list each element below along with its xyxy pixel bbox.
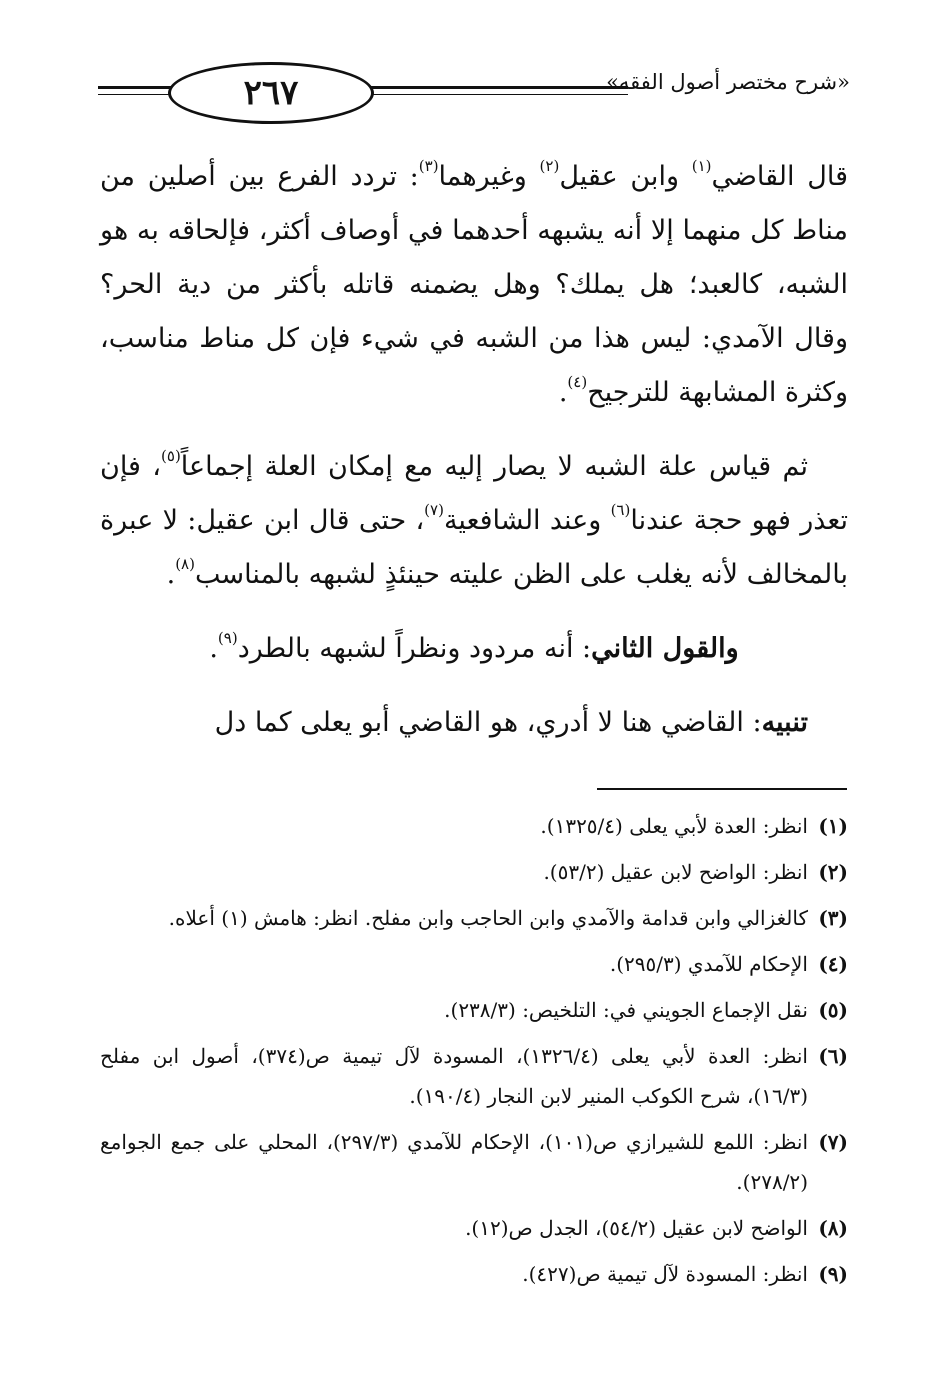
footnote-ref: (٧) [424,501,444,519]
second-opinion-label: والقول الثاني [591,633,739,664]
text-run: وغيرهما [438,161,540,192]
footnote-ref: (٩) [217,629,238,647]
footnote-ref: (١) [691,157,712,175]
paragraph-3 [100,622,848,676]
text-run: ، فإن تعذر فهو حجة عندنا [100,451,848,536]
footnote-number: (٧) [818,1130,848,1154]
footnote-text: انظر: اللمع للشيرازي ص(١٠١)، الإحكام للآمدي (٢٩٧/٣)، المحلي على جمع الجوامع (٢٧٨/٢). [100,1130,809,1194]
text-run: : أنه مردود ونظراً لشبهه بالطرد [237,633,592,664]
header-rule-left-thick [98,86,176,89]
header-rule-right-thick [366,86,628,89]
footnote-number: (٤) [818,952,848,976]
footnote-number: (٥) [818,998,848,1022]
footnote-text: انظر: العدة لأبي يعلى (١٣٢٥/٤). [540,814,808,838]
footnote-ref: (٥) [161,447,181,465]
text-run: ثم قياس علة الشبه لا يصار إليه مع إمكان العلة إجماعاً [180,451,809,482]
footnote-ref: (٨) [175,555,195,573]
footnote-text: كالغزالي وابن قدامة والآمدي وابن الحاجب وابن مفلح. انظر: هامش (١) أعلاه. [168,906,808,930]
text-run: . [166,559,176,590]
text-run: : تردد الفرع بين أصلين من مناط كل منهما إلا أنه يشبهه أحدهما في أوصاف أكثر، فإلحاقه به هو الشبه، كالعبد؛ هل يملك؟ وهل يضمنه قاتله بأكثر من دية الحر؟ وقال الآمدي: ليس هذا من الشبه في شيء فإن كل مناط مناسب، وكثرة المشابهة للترجيح [100,161,848,408]
text-run: . [209,633,218,664]
paragraph-4 [100,696,848,750]
footnote-ref: (٤) [567,373,588,391]
page-number: ٢٦٧ [168,62,374,124]
text-run: وابن عقيل [559,161,692,192]
text-run: وعند الشافعية [443,505,611,536]
footnote-text: انظر: الواضح لابن عقيل (٥٣/٢). [543,860,808,884]
paragraph-1 [100,150,848,420]
footnote-item [100,806,848,846]
footnote-number: (١) [818,814,848,838]
footnote-item [100,1036,848,1116]
footnote-number: (٩) [818,1262,848,1286]
header-rule-left-thin [98,94,176,95]
text-run: . [558,377,568,408]
page-header [98,58,850,128]
paragraph-2 [100,440,848,602]
footnote-item [100,1122,848,1202]
text-run: ، حتى قال ابن عقيل: لا عبرة بالمخالف لأنه يغلب على الظن عليته حينئذٍ لشبهه بالمناسب [100,505,848,590]
footnote-item [100,944,848,984]
footnotes [100,806,848,1300]
footnote-item [100,852,848,892]
footnote-text: نقل الإجماع الجويني في: التلخيص: (٢٣٨/٣). [444,998,808,1022]
text-run: قال القاضي [711,161,848,192]
footnote-ref: (٢) [539,157,560,175]
footnote-item [100,990,848,1030]
note-label: تنبيه [761,707,808,738]
footnote-number: (٣) [818,906,848,930]
footnote-number: (٦) [818,1044,848,1068]
footnote-item [100,1254,848,1294]
footnote-text: انظر: العدة لأبي يعلى (١٣٢٦/٤)، المسودة لآل تيمية ص(٣٧٤)، أصول ابن مفلح (١٦/٣)، شرح الكوكب المنير لابن النجار (١٩٠/٤). [100,1044,808,1108]
footnote-text: الواضح لابن عقيل (٥٤/٢)، الجدل ص(١٢). [465,1216,808,1240]
footnote-item [100,1208,848,1248]
running-title: «شرح مختصر أصول الفقه» [606,70,850,94]
header-rule-right-thin [366,94,628,95]
footnote-ref: (٣) [418,157,439,175]
text-run: : القاضي هنا لا أدري، هو القاضي أبو يعلى كما دل [214,707,762,738]
footnote-text: انظر: المسودة لآل تيمية ص(٤٢٧). [522,1262,808,1286]
footnote-item [100,898,848,938]
footnote-number: (٨) [818,1216,848,1240]
footnote-number: (٢) [818,860,848,884]
footnote-text: الإحكام للآمدي (٢٩٥/٣). [609,952,808,976]
main-text [100,150,848,770]
footnote-ref: (٦) [610,501,631,519]
footnote-separator [597,788,847,790]
